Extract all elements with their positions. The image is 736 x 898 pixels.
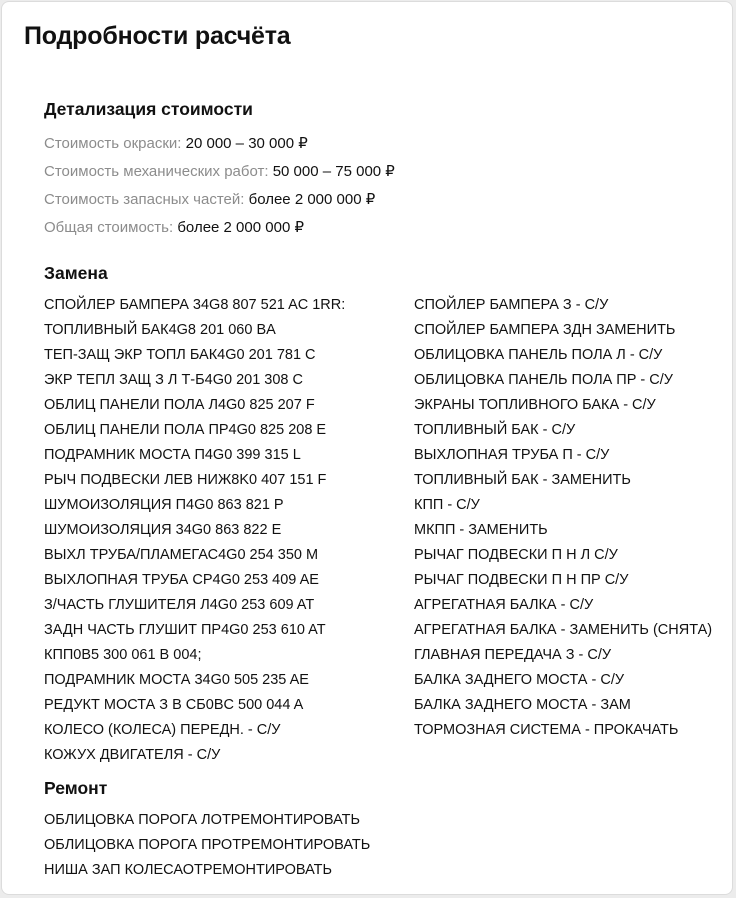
list-item: ОБЛИЦОВКА ПАНЕЛЬ ПОЛА ПР - С/У [414,372,673,388]
cost-value: 50 000 – 75 000 ₽ [272,163,395,180]
list-item: ТОПЛИВНЫЙ БАК4G8 201 060 BA [44,322,276,338]
list-item: ЭКРАНЫ ТОПЛИВНОГО БАКА - С/У [414,397,656,413]
list-item: ОБЛИЦ ПАНЕЛИ ПОЛА ПР4G0 825 208 E [44,422,327,438]
list-item: КОЖУХ ДВИГАТЕЛЯ - С/У [44,747,221,763]
list-item: КОЛЕСО (КОЛЕСА) ПЕРЕДН. - С/У [44,722,281,738]
list-item: ОБЛИЦОВКА ПАНЕЛЬ ПОЛА Л - С/У [414,347,663,363]
list-item: РЕДУКТ МОСТА З В СБ0BC 500 044 A [44,697,304,713]
list-item: ПОДРАМНИК МОСТА П4G0 399 315 L [44,447,301,463]
cost-details-heading: Детализация стоимости [44,99,253,119]
list-item: КПП - С/У [414,497,480,513]
list-item: ШУМОИЗОЛЯЦИЯ 34G0 863 822 E [44,522,282,538]
list-item: З/ЧАСТЬ ГЛУШИТЕЛЯ Л4G0 253 609 AT [44,597,315,613]
cost-value: 20 000 – 30 000 ₽ [185,135,308,152]
list-item: ТОПЛИВНЫЙ БАК - ЗАМЕНИТЬ [414,472,631,488]
repair-heading: Ремонт [44,778,108,798]
cost-details-list [44,130,395,242]
cost-row-total [44,214,395,242]
list-item: АГРЕГАТНАЯ БАЛКА - ЗАМЕНИТЬ (СНЯТА) [414,622,713,638]
cost-value: более 2 000 000 ₽ [177,219,304,236]
cost-label: Стоимость окраски: [44,135,182,152]
cost-label: Общая стоимость: [44,219,174,236]
cost-row-mechanical [44,158,395,186]
list-item: БАЛКА ЗАДНЕГО МОСТА - С/У [414,672,625,688]
list-item: ТОПЛИВНЫЙ БАК - С/У [414,422,576,438]
list-item: ЭКР ТЕПЛ ЗАЩ З Л Т-Б4G0 201 308 C [44,372,303,388]
list-item: РЫЧАГ ПОДВЕСКИ П Н Л С/У [414,547,618,563]
list-item: СПОЙЛЕР БАМПЕРА 34G8 807 521 AC 1RR: [44,297,346,313]
list-item: БАЛКА ЗАДНЕГО МОСТА - ЗАМ [414,697,631,713]
list-item: АГРЕГАТНАЯ БАЛКА - С/У [414,597,594,613]
cost-row-parts [44,186,395,214]
list-item: ГЛАВНАЯ ПЕРЕДАЧА З - С/У [414,647,612,663]
list-item: РЫЧ ПОДВЕСКИ ЛЕВ НИЖ8K0 407 151 F [44,472,327,488]
list-item: МКПП - ЗАМЕНИТЬ [414,522,548,538]
cost-value: более 2 000 000 ₽ [248,191,376,208]
cost-label: Стоимость механических работ: [44,163,269,180]
list-item: РЫЧАГ ПОДВЕСКИ П Н ПР С/У [414,572,629,588]
list-item: СПОЙЛЕР БАМПЕРА ЗДН ЗАМЕНИТЬ [414,322,676,338]
calculation-details-card [1,1,733,895]
list-item: КПП0B5 300 061 B 004; [44,647,202,663]
cost-label: Стоимость запасных частей: [44,191,245,208]
list-item: ТОРМОЗНАЯ СИСТЕМА - ПРОКАЧАТЬ [414,722,679,738]
list-item: ПОДРАМНИК МОСТА 34G0 505 235 AE [44,672,309,688]
page-title: Подробности расчёта [24,22,291,50]
repair-list [44,808,370,883]
list-item: ОБЛИЦ ПАНЕЛИ ПОЛА Л4G0 825 207 F [44,397,315,413]
cost-row-painting [44,130,395,158]
list-item: ВЫХЛ ТРУБА/ПЛАМЕГАС4G0 254 350 M [44,547,319,563]
list-item: НИША ЗАП КОЛЕСАОТРЕМОНТИРОВАТЬ [44,862,333,878]
list-item: ОБЛИЦОВКА ПОРОГА ЛОТРЕМОНТИРОВАТЬ [44,812,360,828]
list-item: ШУМОИЗОЛЯЦИЯ П4G0 863 821 P [44,497,284,513]
replacement-list-right [414,293,712,743]
replacement-heading: Замена [44,263,108,283]
list-item: СПОЙЛЕР БАМПЕРА З - С/У [414,297,609,313]
list-item: ЗАДН ЧАСТЬ ГЛУШИТ ПР4G0 253 610 AT [44,622,326,638]
list-item: ОБЛИЦОВКА ПОРОГА ПРОТРЕМОНТИРОВАТЬ [44,837,371,853]
list-item: ВЫХЛОПНАЯ ТРУБА СР4G0 253 409 AE [44,572,319,588]
replacement-list-left [44,293,345,768]
list-item: ТЕП-ЗАЩ ЭКР ТОПЛ БАК4G0 201 781 C [44,347,316,363]
list-item: ВЫХЛОПНАЯ ТРУБА П - С/У [414,447,610,463]
